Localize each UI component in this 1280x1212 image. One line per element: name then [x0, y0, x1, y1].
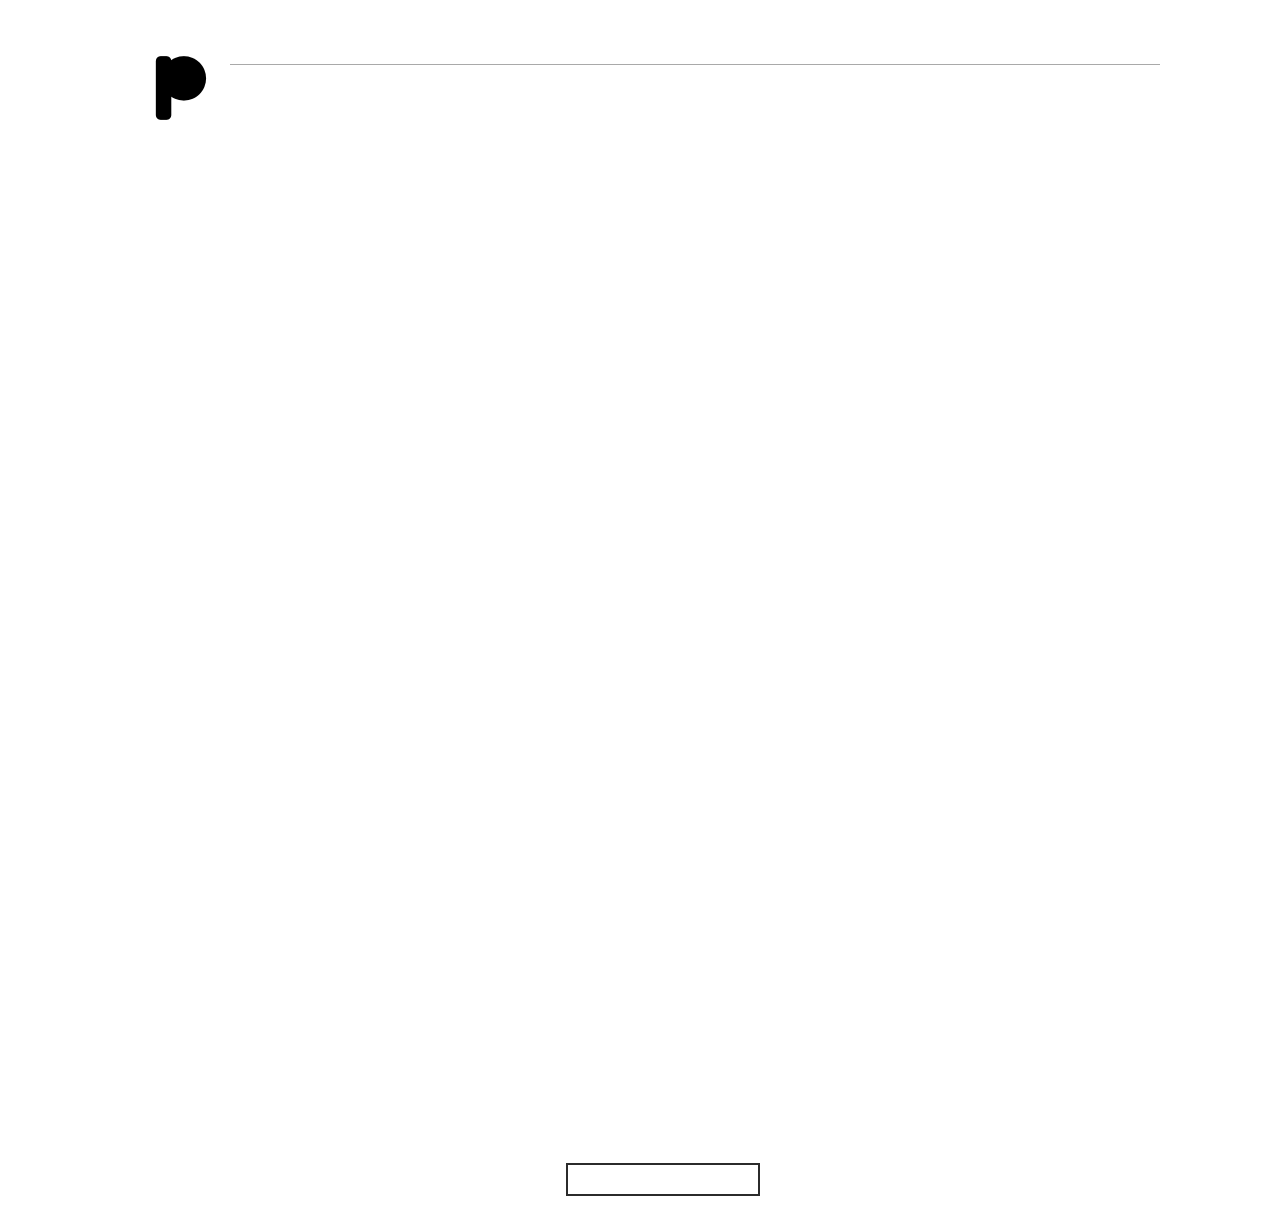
euipo-logo — [121, 36, 237, 140]
application-number-box — [566, 1163, 760, 1196]
header-divider — [230, 64, 1160, 65]
trademark-image-text — [183, 230, 707, 402]
left-column — [122, 176, 710, 488]
euipo-r-glyph — [151, 54, 209, 124]
document-header — [230, 50, 1160, 76]
